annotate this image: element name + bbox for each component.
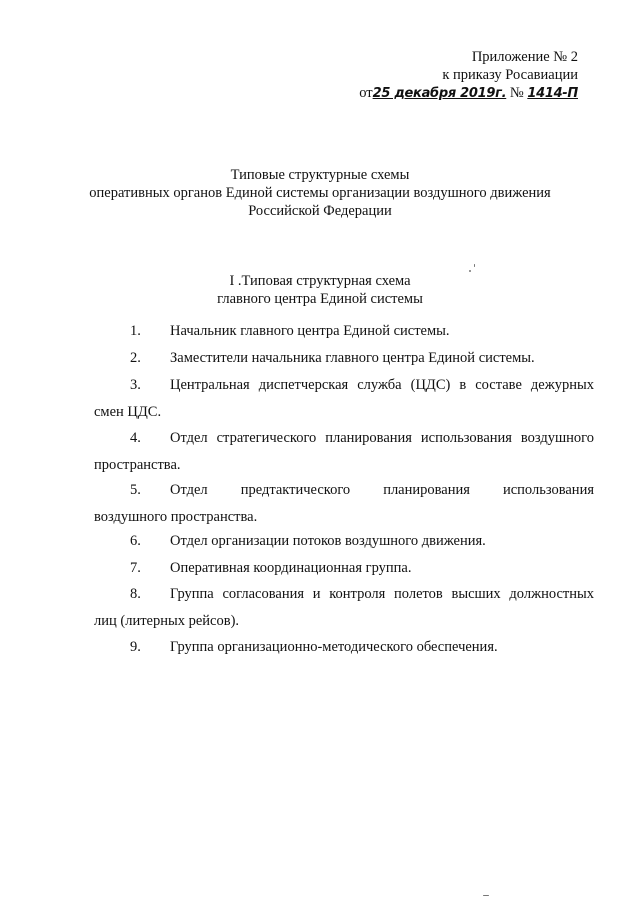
item-text: Начальник главного центра Единой системы. bbox=[170, 323, 450, 339]
list-item bbox=[94, 376, 594, 421]
title-line-1: Типовые структурные схемы bbox=[230, 167, 410, 183]
item-text: Оперативная координационная группа. bbox=[170, 560, 412, 576]
item-number: 9. bbox=[130, 639, 141, 655]
order-reference: к приказу Росавиации bbox=[442, 67, 578, 83]
item-number: 7. bbox=[130, 560, 141, 576]
item-number: 8. bbox=[130, 586, 141, 602]
item-text: Отдел организации потоков воздушного движения. bbox=[170, 533, 486, 549]
list-item bbox=[94, 532, 594, 550]
list-item bbox=[94, 349, 594, 367]
item-text-line-2: лиц (литерных рейсов). bbox=[94, 613, 240, 629]
section-heading bbox=[0, 272, 640, 308]
item-text-line-2: пространства. bbox=[94, 457, 181, 473]
list-item bbox=[94, 429, 594, 474]
list-item bbox=[94, 559, 594, 577]
appendix-header bbox=[358, 48, 578, 103]
item-text-line-2: воздушного пространства. bbox=[94, 509, 258, 525]
title-line-2: оперативных органов Единой системы организации воздушного движения bbox=[89, 185, 551, 201]
handwritten-number: 1414-П bbox=[527, 86, 578, 101]
item-number: 3. bbox=[130, 377, 141, 393]
handwritten-date: 25 декабря 2019г. bbox=[372, 86, 507, 101]
section-heading-line-1: I .Типовая структурная схема bbox=[229, 273, 411, 289]
item-number: 5. bbox=[130, 482, 141, 498]
scan-speck bbox=[483, 895, 489, 896]
section-heading-line-2: главного центра Единой системы bbox=[217, 291, 423, 307]
order-date-number bbox=[358, 84, 578, 103]
list-item bbox=[94, 585, 594, 630]
item-number: 4. bbox=[130, 430, 141, 446]
item-number: 1. bbox=[130, 323, 141, 339]
list-item bbox=[94, 638, 594, 656]
item-text: Группа организационно-методического обеспечения. bbox=[170, 639, 498, 655]
item-text: Заместители начальника главного центра Единой системы. bbox=[170, 350, 535, 366]
item-text-line-1: Отдел предтактического планирования использования bbox=[170, 482, 594, 498]
item-text-line-1: Группа согласования и контроля полетов высших должностных bbox=[170, 586, 594, 602]
scan-speck bbox=[469, 270, 471, 272]
list-item bbox=[94, 481, 594, 526]
number-prefix: № bbox=[509, 85, 524, 101]
item-number: 6. bbox=[130, 533, 141, 549]
item-text-line-2: смен ЦДС. bbox=[94, 404, 162, 420]
item-number: 2. bbox=[130, 350, 141, 366]
appendix-label: Приложение № 2 bbox=[471, 49, 578, 65]
item-text-line-1: Отдел стратегического планирования использования воздушного bbox=[170, 430, 594, 446]
title-line-3: Российской Федерации bbox=[248, 203, 392, 219]
document-title bbox=[0, 166, 640, 220]
scan-speck bbox=[474, 264, 475, 267]
date-prefix: от bbox=[359, 85, 373, 101]
list-item bbox=[94, 322, 594, 340]
item-text-line-1: Центральная диспетчерская служба (ЦДС) в составе дежурных bbox=[170, 377, 594, 393]
